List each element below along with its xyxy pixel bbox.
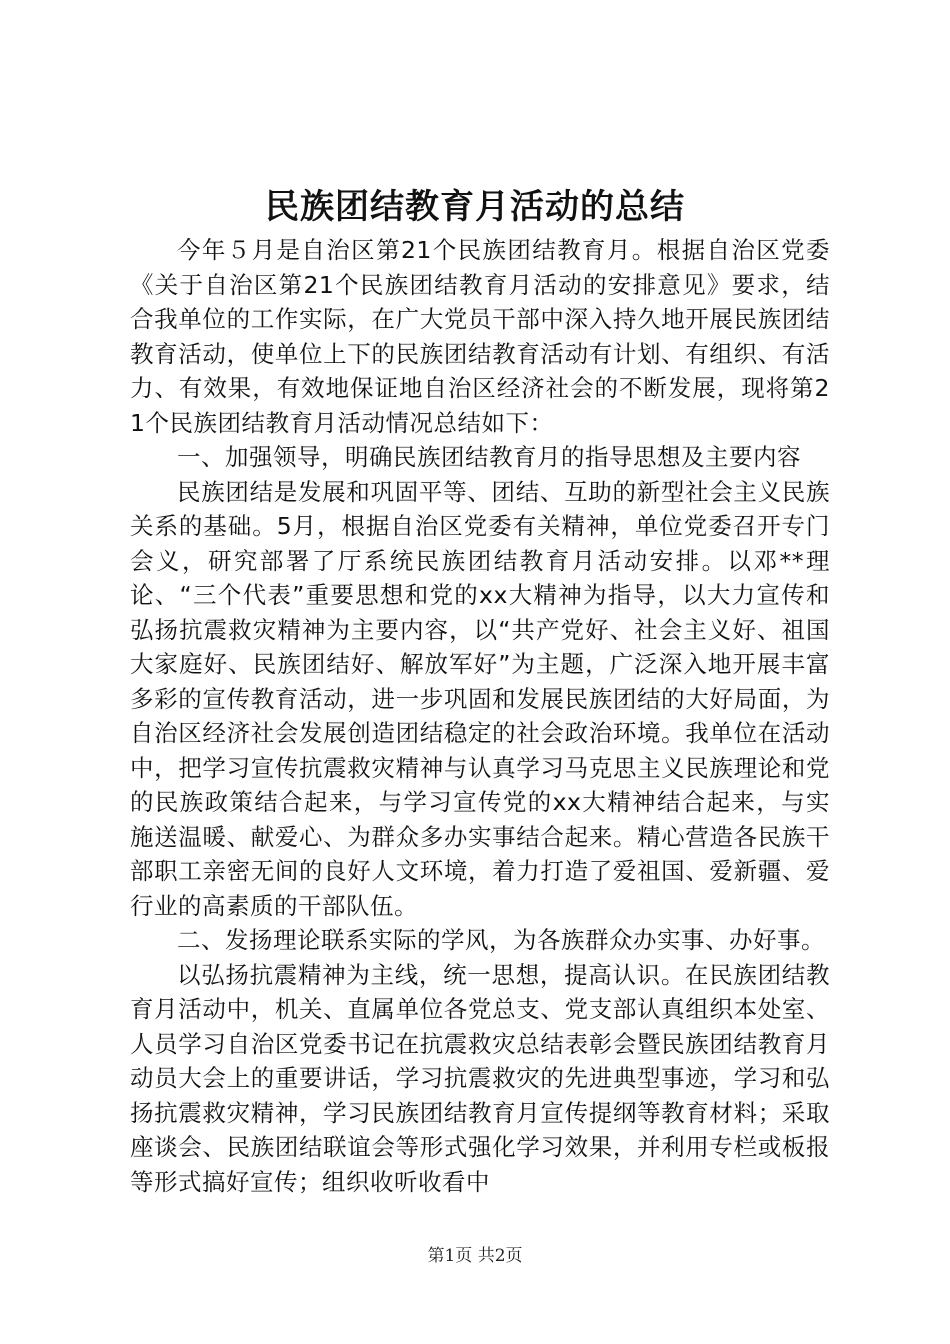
paragraph-intro: 今年５月是自治区第21个民族团结教育月。根据自治区党委《关于自治区第21个民族团结教育月活动的安排意见》要求，结合我单位的工作实际，在广大党员干部中深入持久地开展民族团结教育活动，使单位上下的民族团结教育活动有计划、有组织、有活力、有效果，有效地保证地自治区经济社会的不断发展，现将第21个民族团结教育月活动情况总结如下：: [130, 236, 830, 437]
section-heading-2: 二、发扬理论联系实际的学风，为各族群众办实事、办好事。: [177, 926, 825, 954]
document-body: [130, 233, 830, 1199]
section-heading-1: 一、加强领导，明确民族团结教育月的指导思想及主要内容: [177, 443, 801, 471]
paragraph-section-1: 民族团结是发展和巩固平等、团结、互助的新型社会主义民族关系的基础。5月，根据自治区党委有关精神，单位党委召开专门会义，研究部署了厅系统民族团结教育月活动安排。以邓**理论、“三个代表”重要思想和党的xx大精神为指导，以大力宣传和弘扬抗震救灾精神为主要内容，以“共产党好、社会主义好、祖国大家庭好、民族团结好、解放军好”为主题，广泛深入地开展丰富多彩的宣传教育活动，进一步巩固和发展民族团结的大好局面，为自治区经济社会发展创造团结稳定的社会政治环境。我单位在活动中，把学习宣传抗震救灾精神与认真学习马克思主义民族理论和党的民族政策结合起来，与学习宣传党的xx大精神结合起来，与实施送温暖、献爱心、为群众多办实事结合起来。精心营造各民族干部职工亲密无间的良好人文环境，着力打造了爱祖国、爱新疆、爱行业的高素质的干部队伍。: [130, 477, 830, 920]
page-footer: 第1页 共2页: [427, 1246, 523, 1266]
document-title: 民族团结教育月活动的总结: [265, 187, 685, 227]
paragraph-section-2: 以弘扬抗震精神为主线，统一思想，提高认识。在民族团结教育月活动中，机关、直属单位各党总支、党支部认真组织本处室、人员学习自治区党委书记在抗震救灾总结表彰会暨民族团结教育月动员大会上的重要讲话，学习抗震救灾的先进典型事迹，学习和弘扬抗震救灾精神，学习民族团结教育月宣传提纲等教育材料；采取座谈会、民族团结联谊会等形式强化学习效果，并利用专栏或板报等形式搞好宣传；组织收听收看中: [130, 960, 830, 1196]
